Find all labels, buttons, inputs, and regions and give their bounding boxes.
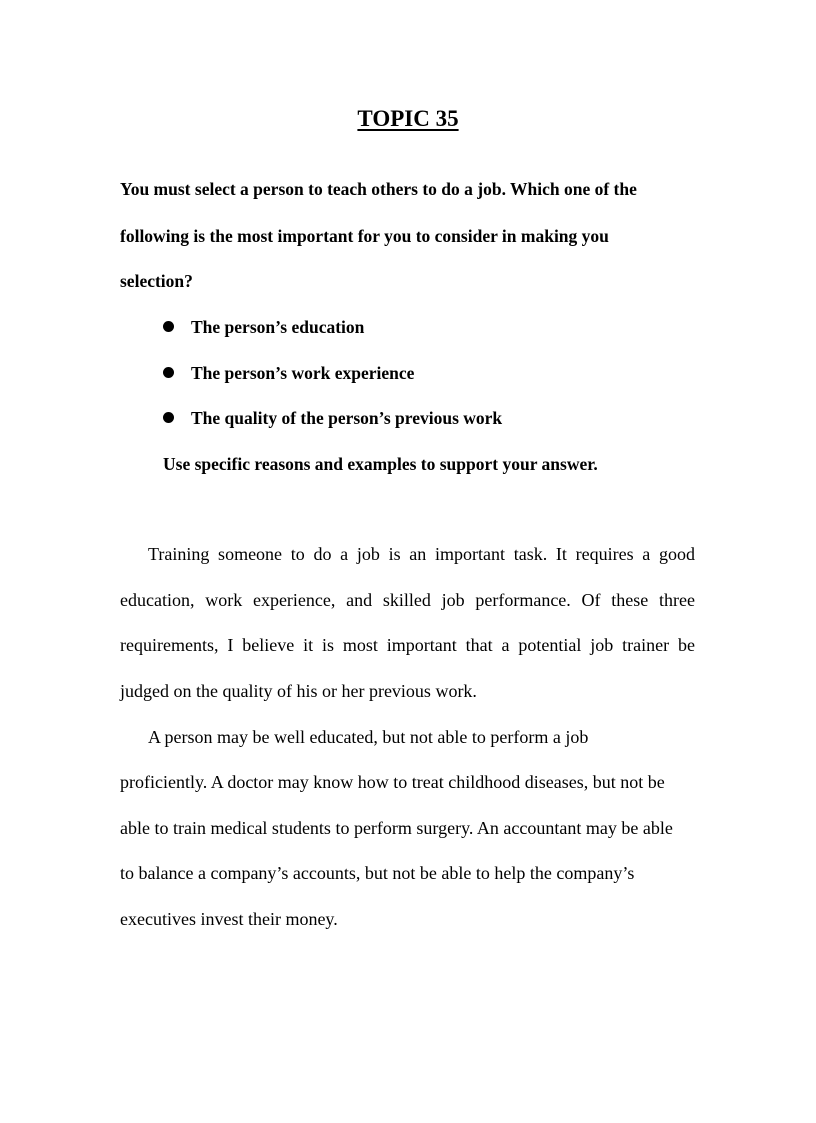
option-item-quality — [163, 407, 502, 429]
title-text: TOPIC 35 — [357, 106, 459, 131]
essay-p1-line-4: judged on the quality of his or her previous work. — [120, 681, 477, 701]
page-title — [0, 104, 816, 134]
essay-p1-line-2: education, work experience, and skilled job performance. Of these three — [120, 590, 695, 610]
prompt-line-2: following is the most important for you to consider in making you — [120, 226, 609, 246]
essay-p2-line-2: proficiently. A doctor may know how to treat childhood diseases, but not be — [120, 772, 665, 792]
essay-p2-line-5: executives invest their money. — [120, 909, 338, 929]
option-item-education — [163, 316, 364, 338]
option-item-experience — [163, 362, 414, 384]
essay-p2-line-1: A person may be well educated, but not able to perform a job — [148, 727, 589, 747]
instruction-text: Use specific reasons and examples to support your answer. — [163, 454, 598, 474]
essay-p2-line-4: to balance a company’s accounts, but not be able to help the company’s — [120, 863, 635, 883]
bullet-icon — [163, 412, 174, 423]
essay-p1-line-1: Training someone to do a job is an important task. It requires a good — [148, 544, 695, 564]
option-label: The quality of the person’s previous work — [191, 408, 503, 428]
option-label: The person’s education — [191, 317, 365, 337]
prompt-line-1: You must select a person to teach others to do a job. Which one of the — [120, 179, 637, 199]
bullet-icon — [163, 367, 174, 378]
bullet-icon — [163, 321, 174, 332]
option-label: The person’s work experience — [191, 363, 415, 383]
essay-p2-line-3: able to train medical students to perform surgery. An accountant may be able — [120, 818, 673, 838]
essay-p1-line-3: requirements, I believe it is most important that a potential job trainer be — [120, 635, 695, 655]
prompt-line-3: selection? — [120, 271, 193, 291]
